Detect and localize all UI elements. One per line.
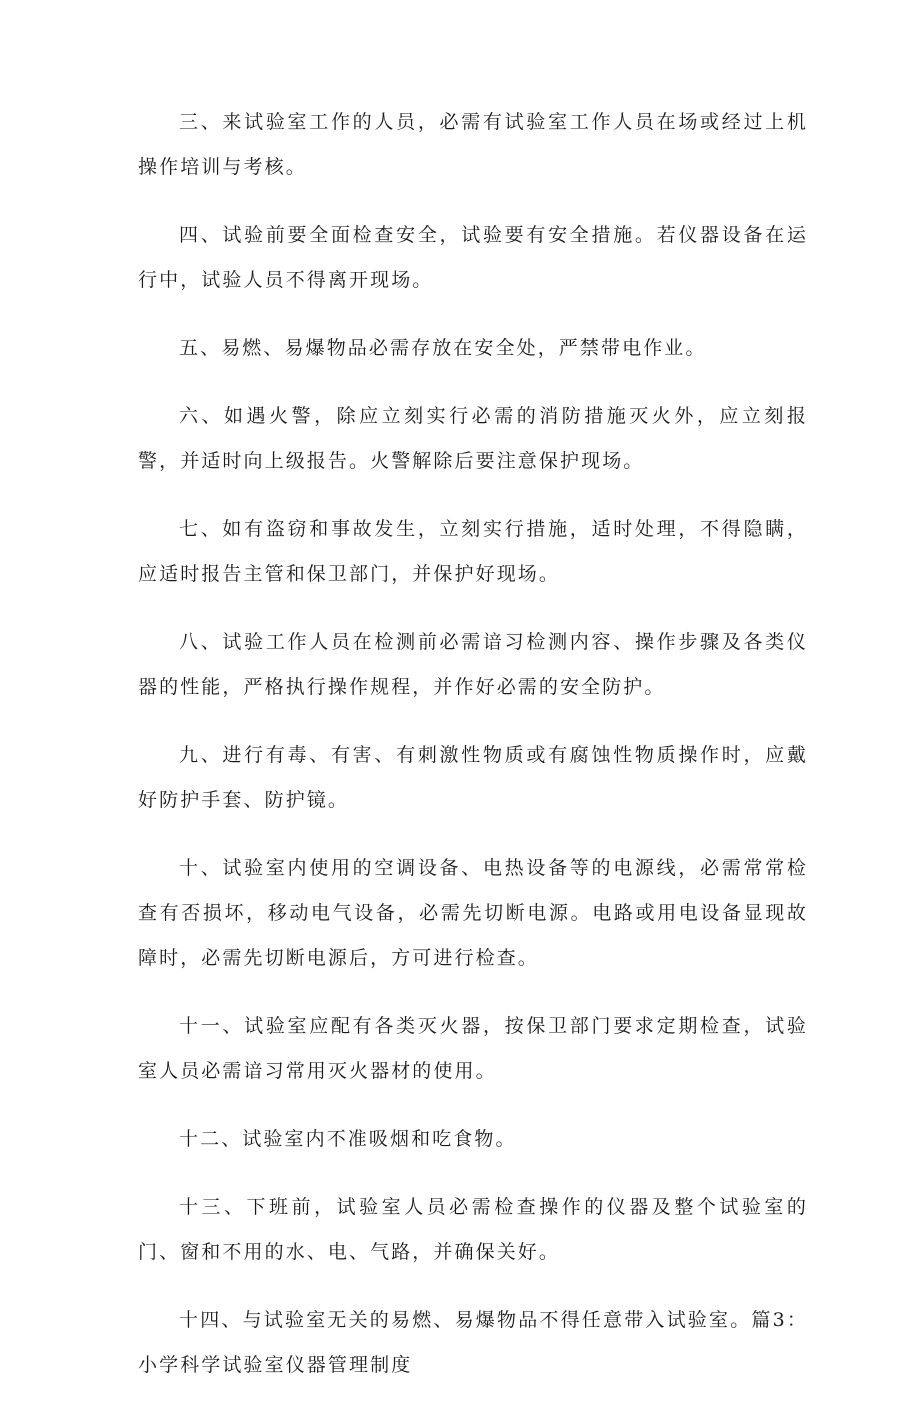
paragraph-rule-4: 四、试验前要全面检查安全，试验要有安全措施。若仪器设备在运行中，试验人员不得离开现场。 <box>138 224 808 291</box>
paragraph-rule-12: 十二、试验室内不准吸烟和吃食物。 <box>179 1128 517 1150</box>
paragraph-rule-11: 十一、试验室应配有各类灭火器，按保卫部门要求定期检查，试验室人员必需谙习常用灭火器材的使用。 <box>138 1015 808 1082</box>
paragraph-rule-13: 十三、下班前，试验室人员必需检查操作的仪器及整个试验室的门、窗和不用的水、电、气路，并确保关好。 <box>138 1196 808 1263</box>
document-page <box>138 100 808 1411</box>
paragraph-rule-8: 八、试验工作人员在检测前必需谙习检测内容、操作步骤及各类仪器的性能，严格执行操作规程，并作好必需的安全防护。 <box>138 631 808 698</box>
paragraph-rule-5: 五、易燃、易爆物品必需存放在安全处，严禁带电作业。 <box>179 337 707 359</box>
paragraph-rule-3: 三、来试验室工作的人员，必需有试验室工作人员在场或经过上机操作培训与考核。 <box>138 111 808 178</box>
paragraph-rule-7: 七、如有盗窃和事故发生，立刻实行措施，适时处理，不得隐瞒，应适时报告主管和保卫部门，并保护好现场。 <box>138 518 808 585</box>
paragraph-rule-9: 九、进行有毒、有害、有刺激性物质或有腐蚀性物质操作时，应戴好防护手套、防护镜。 <box>138 744 808 811</box>
paragraph-rule-14: 十四、与试验室无关的易燃、易爆物品不得任意带入试验室。篇3：小学科学试验室仪器管理制度 <box>138 1309 808 1376</box>
paragraph-rule-6: 六、如遇火警，除应立刻实行必需的消防措施灭火外，应立刻报警，并适时向上级报告。火警解除后要注意保护现场。 <box>138 405 808 472</box>
paragraph-rule-10: 十、试验室内使用的空调设备、电热设备等的电源线，必需常常检查有否损坏，移动电气设备，必需先切断电源。电路或用电设备显现故障时，必需先切断电源后，方可进行检查。 <box>138 857 808 969</box>
